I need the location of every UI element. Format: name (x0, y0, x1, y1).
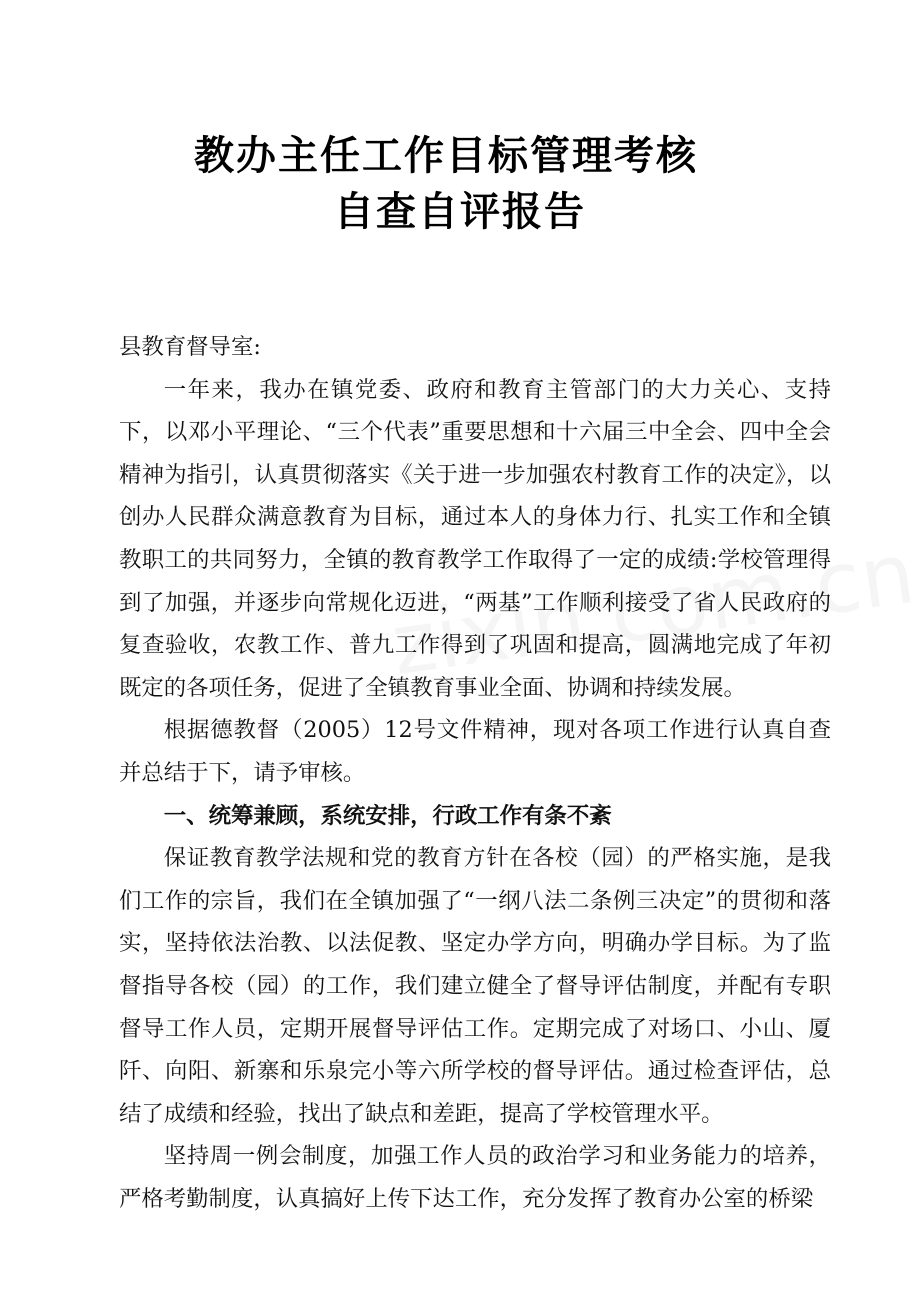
document-title-line1: 教办主任工作目标管理考核 (194, 133, 698, 179)
section-heading-1: 一、统筹兼顾，系统安排，行政工作有条不紊 (163, 802, 612, 829)
document-body (119, 326, 831, 1220)
paragraph-intro: 一年来，我办在镇党委、政府和教育主管部门的大力关心、支持下，以邓小平理论、“三个代表”重要思想和十六届三中全会、四中全会精神为指引，认真贯彻落实《关于进一步加强农村教育工作的决定》，以创办人民群众满意教育为目标，通过本人的身体力行、扎实工作和全镇教职工的共同努力，全镇的教育教学工作取得了一定的成绩:学校管理得到了加强，并逐步向常规化迈进，“两基”工作顺利接受了省人民政府的复查验收，农教工作、普九工作得到了巩固和提高，圆满地完成了年初既定的各项任务，促进了全镇教育事业全面、协调和持续发展。 (119, 376, 831, 701)
document-title-line2: 自查自评报告 (334, 189, 586, 235)
paragraph-section1-a: 保证教育教学法规和党的教育方针在各校（园）的严格实施，是我们工作的宗旨，我们在全镇加强了“一纲八法二条例三决定”的贯彻和落实，坚持依法治教、以法促教、坚定办学方向，明确办学目标。为了监督指导各校（园）的工作，我们建立健全了督导评估制度，并配有专职督导工作人员，定期开展督导评估工作。定期完成了对场口、小山、厦阡、向阳、新寨和乐泉完小等六所学校的督导评估。通过检查评估，总结了成绩和经验，找出了缺点和差距，提高了学校管理水平。 (119, 845, 831, 1127)
paragraph-basis: 根据德教督（2005）12号文件精神，现对各项工作进行认真自查并总结于下，请予审核。 (119, 717, 831, 786)
salutation: 县教育督导室: (119, 334, 261, 360)
paragraph-section1-b: 坚持周一例会制度，加强工作人员的政治学习和业务能力的培养，严格考勤制度，认真搞好上传下达工作，充分发挥了教育办公室的桥梁 (119, 1143, 831, 1212)
